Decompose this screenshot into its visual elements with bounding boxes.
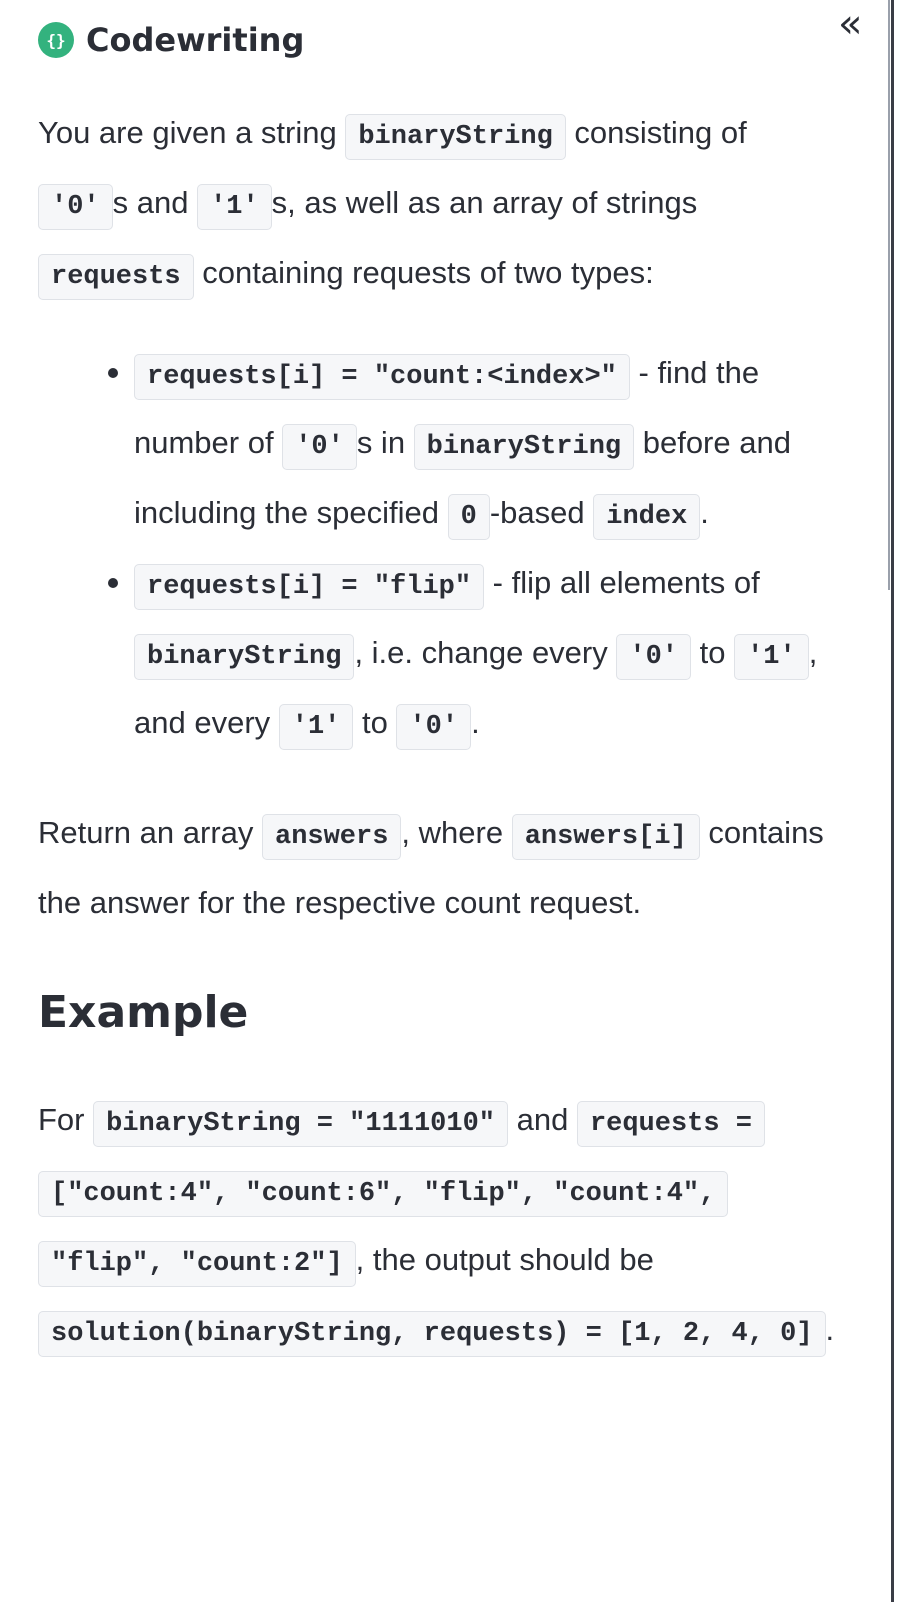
- text: , i.e. change every: [354, 635, 617, 670]
- text: and: [508, 1102, 577, 1137]
- inline-code: requests[i] = "count:<index>": [134, 354, 630, 400]
- inline-code: '1': [197, 184, 272, 230]
- list-item-flip: [134, 550, 838, 760]
- inline-code: '0': [616, 634, 691, 680]
- inline-code: '1': [279, 704, 354, 750]
- request-types-list: [38, 340, 838, 760]
- double-chevron-left-icon: «: [838, 1, 863, 47]
- inline-code: '1': [734, 634, 809, 680]
- text: s and: [112, 185, 198, 220]
- text: .: [700, 495, 709, 530]
- task-header: [38, 18, 304, 62]
- inline-code: requests: [38, 254, 194, 300]
- task-description: [38, 100, 838, 1367]
- inline-code: '0': [38, 184, 113, 230]
- task-title: Codewriting: [86, 21, 305, 59]
- inline-code: answers: [262, 814, 401, 860]
- inline-code: binaryString = "1111010": [93, 1101, 508, 1147]
- panel-right-border: [891, 0, 894, 1602]
- inline-code: binaryString: [414, 424, 634, 470]
- inline-code: answers[i]: [512, 814, 700, 860]
- text: .: [471, 705, 480, 740]
- text: , where: [401, 815, 512, 850]
- text: You are given a string: [38, 115, 346, 150]
- return-paragraph: [38, 800, 838, 935]
- example-heading: Example: [38, 987, 249, 1038]
- text: containing requests of two types:: [193, 255, 654, 290]
- intro-paragraph: [38, 100, 838, 310]
- text: - find the number of: [134, 355, 760, 460]
- example-paragraph: [38, 1087, 838, 1367]
- text: -based: [489, 495, 594, 530]
- codewriting-logo-icon: {}: [38, 22, 74, 58]
- inline-code: requests[i] = "flip": [134, 564, 484, 610]
- text: s in: [356, 425, 414, 460]
- text: before and including the specified: [134, 425, 791, 530]
- text: .: [825, 1312, 835, 1347]
- text: , and every: [134, 635, 818, 740]
- inline-code: binaryString: [345, 114, 565, 160]
- text: , the output should be: [355, 1242, 654, 1277]
- inline-code: '0': [282, 424, 357, 470]
- list-item-count: [134, 340, 838, 550]
- scrollbar-thumb[interactable]: [888, 0, 890, 590]
- inline-code: solution(binaryString, requests) = [1, 2, 4, 0]: [38, 1311, 826, 1357]
- text: to: [690, 635, 735, 670]
- inline-code: 0: [448, 494, 490, 540]
- inline-code: index: [593, 494, 700, 540]
- inline-code: binaryString: [134, 634, 354, 680]
- text: contains the answer for the respective count request.: [38, 815, 824, 920]
- text: s, as well as an array of strings: [271, 185, 698, 220]
- text: consisting of: [565, 115, 747, 150]
- inline-code: requests = ["count:4", "count:6", "flip", "count:4", "flip", "count:2"]: [38, 1101, 765, 1287]
- text: Return an array: [38, 815, 262, 850]
- text: to: [353, 705, 397, 740]
- text: For: [38, 1102, 94, 1137]
- inline-code: '0': [396, 704, 471, 750]
- collapse-panel-button[interactable]: [838, 1, 863, 47]
- text: - flip all elements of: [484, 565, 760, 600]
